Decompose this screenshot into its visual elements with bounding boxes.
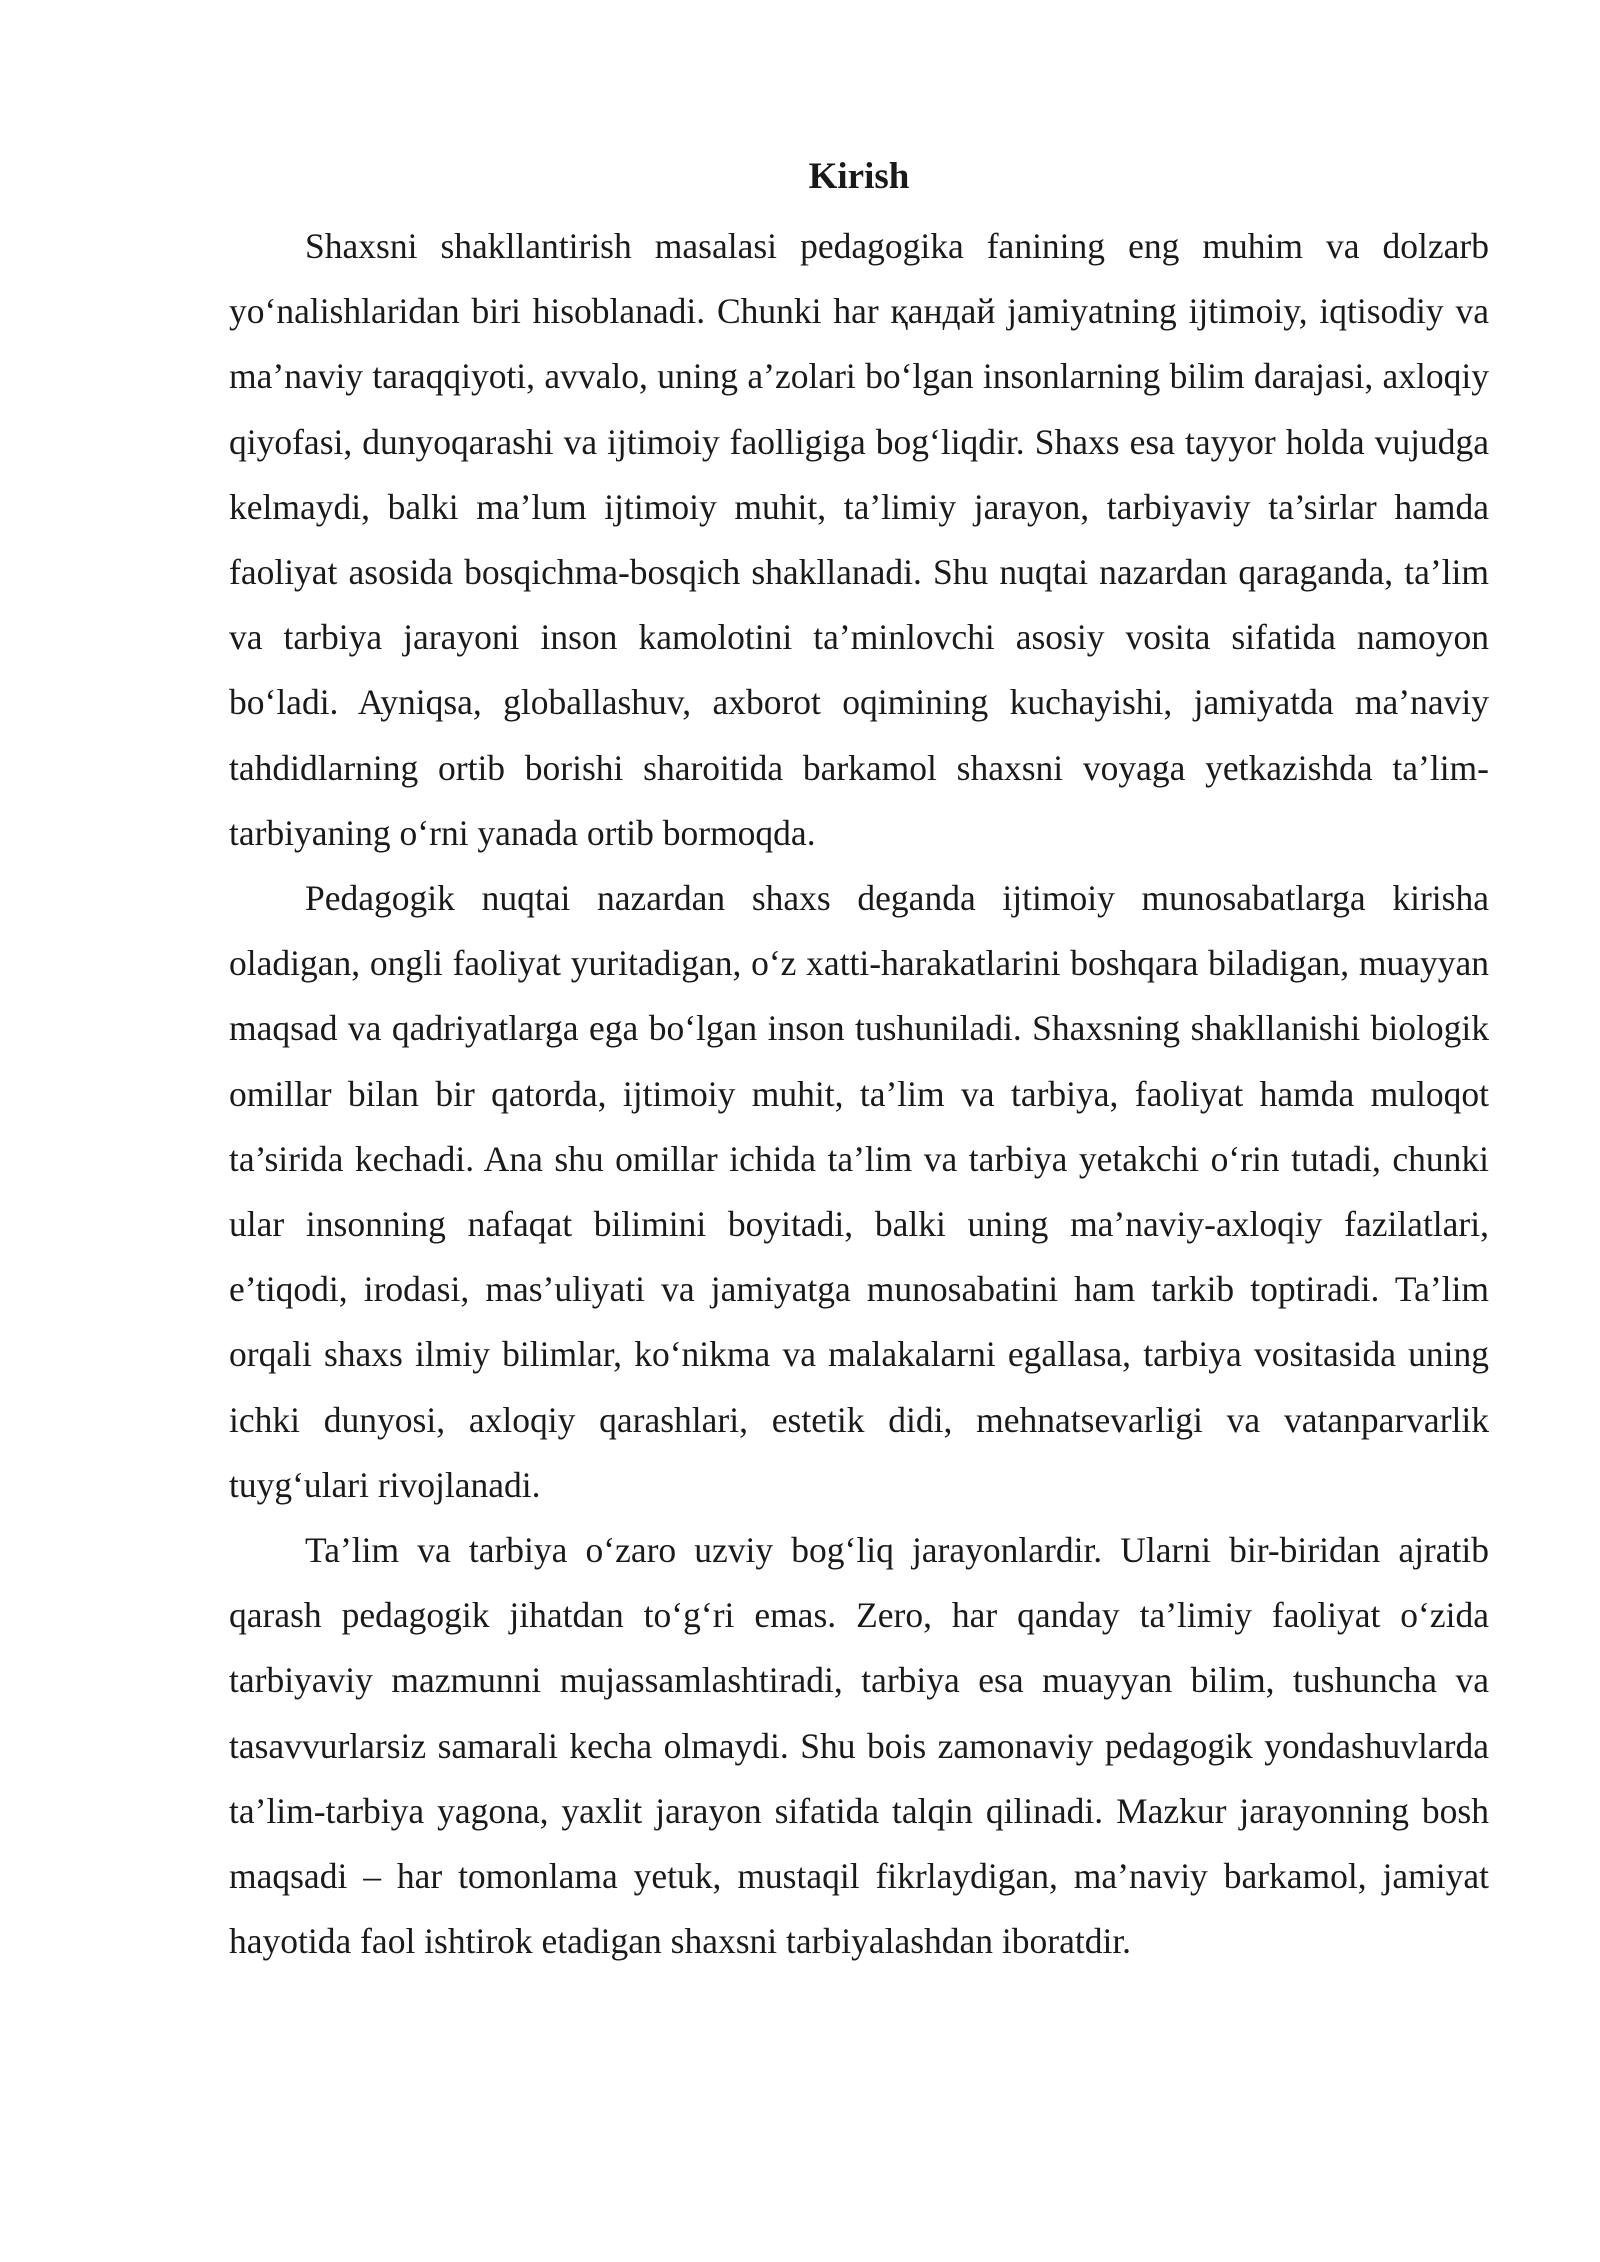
paragraph-3: Ta’lim va tarbiya o‘zaro uzviy bog‘liq jarayonlardir. Ularni bir-biridan ajratib qarash pedagogik jihatdan to‘g‘ri emas. Zero, har qanday ta’limiy faoliyat o‘zida tarbiyaviy mazmunni mujassamlashtiradi, tarbiya esa muayyan bilim, tushuncha va tasavvurlarsiz samarali kecha olmaydi. Shu bois zamonaviy pedagogik yondashuvlarda ta’lim-tarbiya yagona, yaxlit jarayon sifatida talqin qilinadi. Mazkur jarayonning bosh maqsadi – har tomonlama yetuk, mustaqil fikrlaydigan, ma’naviy barkamol, jamiyat hayotida faol ishtirok etadigan shaxsni tarbiyalashdan iboratdir.: [229, 1530, 1489, 1962]
page-title: Kirish: [808, 156, 910, 197]
paragraph-2: Pedagogik nuqtai nazardan shaxs deganda ijtimoiy munosabatlarga kirisha oladigan, ongli faoliyat yuritadigan, o‘z xatti-harakatlarini boshqara biladigan, muayyan maqsad va qadriyatlarga ega bo‘lgan inson tushuniladi. Shaxsning shakllanishi biologik omillar bilan bir qatorda, ijtimoiy muhit, ta’lim va tarbiya, faoliyat hamda muloqot ta’sirida kechadi. Ana shu omillar ichida ta’lim va tarbiya yetakchi o‘rin tutadi, chunki ular insonning nafaqat bilimini boyitadi, balki uning ma’naviy-axloqiy fazilatlari, e’tiqodi, irodasi, mas’uliyati va jamiyatga munosabatini ham tarkib toptiradi. Ta’lim orqali shaxs ilmiy bilimlar, ko‘nikma va malakalarni egallasa, tarbiya vositasida uning ichki dunyosi, axloqiy qarashlari, estetik didi, mehnatsevarligi va vatanparvarlik tuyg‘ulari rivojlanadi.: [229, 878, 1489, 1505]
paragraph-1: Shaxsni shakllantirish masalasi pedagogika fanining eng muhim va dolzarb yo‘nalishlaridan biri hisoblanadi. Chunki har қандай jamiyatning ijtimoiy, iqtisodiy va ma’naviy taraqqiyoti, avvalo, uning a’zolari bo‘lgan insonlarning bilim darajasi, axloqiy qiyofasi, dunyoqarashi va ijtimoiy faolligiga bog‘liqdir. Shaxs esa tayyor holda vujudga kelmaydi, balki ma’lum ijtimoiy muhit, ta’limiy jarayon, tarbiyaviy ta’sirlar hamda faoliyat asosida bosqichma-bosqich shakllanadi. Shu nuqtai nazardan qaraganda, ta’lim va tarbiya jarayoni inson kamolotini ta’minlovchi asosiy vosita sifatida namoyon bo‘ladi. Ayniqsa, globallashuv, axborot oqimining kuchayishi, jamiyatda ma’naviy tahdidlarning ortib borishi sharoitida barkamol shaxsni voyaga yetkazishda ta’lim-tarbiyaning o‘rni yanada ortib bormoqda.: [229, 226, 1489, 853]
document-body: [229, 150, 1489, 1974]
